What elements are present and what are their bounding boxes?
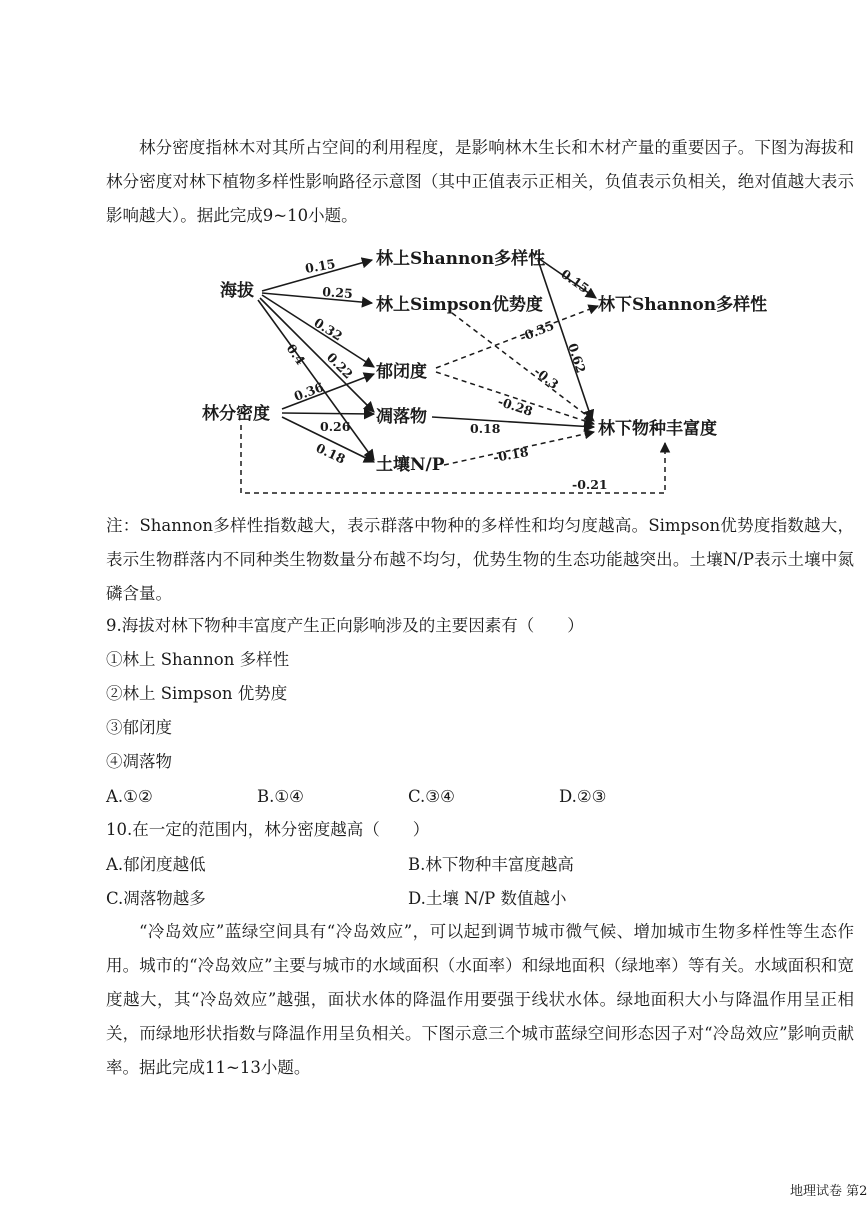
q10-stem: 10.在一定的范围内，林分密度越高（ ） [106,820,430,839]
intro-paragraph: 林分密度指林木对其所占空间的利用程度，是影响林木生长和木材产量的重要因子。下图为海拔和林分密度对林下植物多样性影响路径示意图（其中正值表示正相关，负值表示负相关，绝对值越大表示影响越大）。据此完成9~10小题。 [106,138,854,225]
q9-item-1: ①林上 Shannon 多样性 [106,650,290,669]
coef-canopy-richness: -0.28 [496,393,535,419]
coef-soil-richness: -0.18 [491,443,530,465]
node-richness-below: 林下物种丰富度 [598,419,717,439]
arrow-canopy-richness [436,372,594,424]
arrow-alt-shannon [262,260,372,291]
node-litter: 凋落物 [376,407,427,427]
q9-item-4: ④凋落物 [106,752,172,771]
coef-alt-shannon: 0.15 [303,255,337,276]
arrow-alt-litter [260,298,374,412]
arrow-alt-canopy [262,295,374,367]
node-density: 林分密度 [202,404,270,424]
q10-option-a[interactable]: A.郁闭度越低 [106,855,206,874]
q9-option-d[interactable]: D.②③ [559,787,607,806]
arrow-canopy-shannon [436,306,598,368]
q9-option-a[interactable]: A.①② [106,787,153,806]
arrow-simpson-richness [452,313,594,421]
arrow-density-richness [241,425,665,493]
coef-canopy-shannon: -0.35 [517,317,557,345]
coef-den-canopy: 0.36 [291,379,326,404]
q10-option-d[interactable]: D.土壤 N/P 数值越小 [408,889,567,908]
coef-simpson-richness: -0.3 [531,363,562,392]
arrow-den-canopy [282,374,374,409]
q9-option-b[interactable]: B.①④ [257,787,304,806]
coef-alt-soil: 0.4 [283,341,309,368]
node-canopy: 郁闭度 [376,362,427,382]
coef-shannon-shannon: 0.15 [558,266,592,296]
page-footer: 地理试卷 第2 [790,1184,868,1199]
arrow-shannon-richness [538,260,592,420]
node-soil-np: 土壤N/P [376,455,445,475]
arrow-soil-richness [444,432,594,465]
coef-den-soil: 0.18 [313,440,348,467]
coef-density-richness: -0.21 [572,477,608,492]
arrow-alt-soil [258,300,374,460]
node-simpson-above: 林上Simpson优势度 [376,295,543,315]
q9-item-3: ③郁闭度 [106,718,172,737]
q9-stem: 9.海拔对林下物种丰富度产生正向影响涉及的主要因素有（ ） [106,616,584,635]
q9-item-2: ②林上 Simpson 优势度 [106,684,288,703]
node-altitude: 海拔 [220,281,254,301]
arrow-alt-simpson [262,293,372,303]
node-shannon-below: 林下Shannon多样性 [598,295,768,315]
q10-option-b[interactable]: B.林下物种丰富度越高 [408,855,574,874]
coef-alt-simpson: 0.25 [321,284,354,302]
diagram-note: 注：Shannon多样性指数越大，表示群落中物种的多样性和均匀度越高。Simpson优势度指数越大，表示生物群落内不同种类生物数量分布越不均匀，优势生物的生态功能越突出。土壤N/P表示土壤中氮磷含量。 [106,516,854,603]
arrow-shannon-shannon [538,258,596,298]
arrow-litter-richness [432,417,594,427]
cold-island-paragraph: “冷岛效应”蓝绿空间具有“冷岛效应”，可以起到调节城市微气候、增加城市生物多样性等生态作用。城市的“冷岛效应”主要与城市的水域面积（水面率）和绿地面积（绿地率）等有关。水域面积和宽度越大，其“冷岛效应”越强，面状水体的降温作用要强于线状水体。绿地面积大小与降温作用呈正相关，而绿地形状指数与降温作用呈负相关。下图示意三个城市蓝绿空间形态因子对“冷岛效应”影响贡献率。据此完成11~13小题。 [106,922,854,1077]
q9-option-c[interactable]: C.③④ [408,787,455,806]
coef-den-litter: 0.26 [320,419,351,434]
coef-shannon-richness: 0.62 [565,341,589,375]
node-shannon-above: 林上Shannon多样性 [376,249,546,269]
coef-alt-canopy: 0.32 [311,314,346,344]
coef-litter-richness: 0.18 [470,421,501,436]
coef-alt-litter: 0.22 [323,349,357,382]
q10-option-c[interactable]: C.凋落物越多 [106,889,206,908]
arrow-den-litter [282,413,374,414]
arrow-den-soil [282,417,374,462]
